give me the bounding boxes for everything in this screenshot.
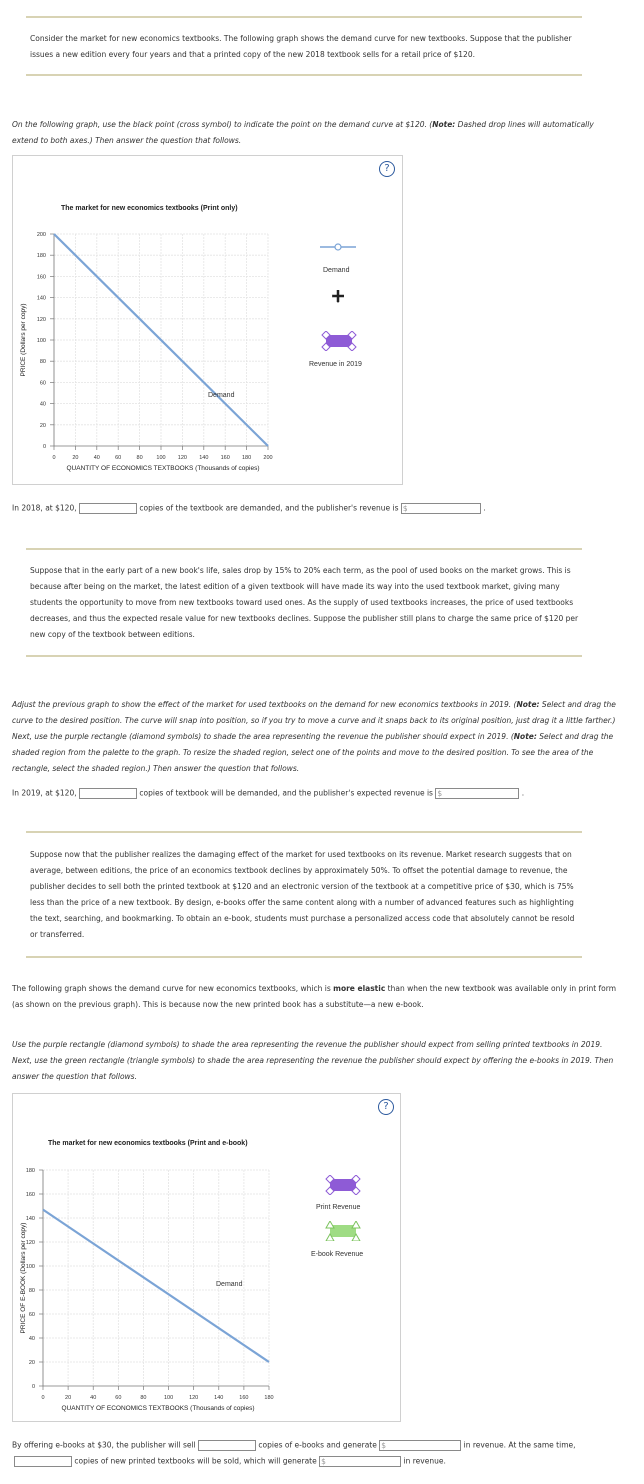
y-tick-label: 180 bbox=[36, 253, 46, 260]
x-tick-label: 200 bbox=[263, 455, 273, 461]
y-tick-label: 160 bbox=[25, 1192, 35, 1198]
x-tick-label: 140 bbox=[214, 1395, 224, 1401]
x-tick-label: 120 bbox=[189, 1395, 199, 1401]
x-tick-label: 180 bbox=[242, 455, 252, 461]
palette-demand-label: Demand bbox=[323, 267, 350, 274]
x-tick-label: 60 bbox=[115, 455, 122, 461]
y-tick-label: 100 bbox=[36, 338, 46, 344]
y-tick-label: 120 bbox=[36, 316, 46, 323]
y-tick-label: 40 bbox=[28, 1336, 35, 1342]
instruction-3: Use the purple rectangle (diamond symbols) to shade the area representing the revenue the publisher should expect from selling printed textbooks in 2019. Next, use the green rectangle (triangle symbols) to shade the area representing the revenue the publisher should expect by offering the e-books in 2019. Then answer the question that follows. bbox=[12, 1040, 614, 1081]
x-tick-label: 20 bbox=[65, 1395, 72, 1401]
divider-para3-top bbox=[26, 831, 582, 833]
instruction-1 bbox=[12, 117, 612, 149]
chart1-title: The market for new economics textbooks (Print only) bbox=[61, 205, 238, 212]
paragraph-2: Suppose that in the early part of a new book's life, sales drop by 15% to 20% each term, as the pool of used books on the market grows. This is because after being on the market, the latest edition of a given textbook will have made its way into the used textbook market, giving many students the opportunity to move from new textbooks toward used ones. As the supply of used textbooks increases, the price of used textbooks decreases, and thus the expected resale value for new textbooks declines. Suppose the publisher still plans to charge the same price of $120 per new copy of the textbook between editions. bbox=[30, 566, 579, 639]
q2-revenue-input[interactable] bbox=[435, 788, 519, 799]
y-tick-label: 80 bbox=[39, 359, 46, 366]
chart2-help-icon[interactable]: ? bbox=[378, 1099, 394, 1115]
q3-dollar-sign-1: $ bbox=[381, 1441, 387, 1450]
y-tick-label: 100 bbox=[25, 1264, 35, 1270]
palette-print-revenue-label: Print Revenue bbox=[316, 1204, 361, 1211]
divider-intro-bottom bbox=[26, 74, 582, 76]
q3-line-2 bbox=[14, 1456, 446, 1467]
q3-line2-suffix: in revenue. bbox=[403, 1456, 446, 1466]
instruction-1-note: Note: bbox=[432, 120, 456, 129]
intro-paragraph: Consider the market for new economics textbooks. The following graph shows the demand curve for new textbooks. Suppose that the publisher issues a new edition every four years and that a printed copy of the new 2018 textbook sells for a retail price of $120. bbox=[30, 34, 572, 59]
q2-quantity-input[interactable] bbox=[79, 788, 137, 799]
y-tick-label: 20 bbox=[39, 422, 46, 429]
palette-ebook-revenue-label: E-book Revenue bbox=[311, 1251, 364, 1258]
q1-dollar-sign: $ bbox=[402, 504, 408, 513]
ebook-revenue-rectangle-icon[interactable] bbox=[325, 1221, 361, 1241]
q3-dollar-sign-2: $ bbox=[321, 1457, 326, 1466]
divider-para2-bottom bbox=[26, 655, 582, 657]
x-axis-label: QUANTITY OF ECONOMICS TEXTBOOKS (Thousands of copies) bbox=[66, 465, 260, 472]
q3-middle: copies of e-books and generate bbox=[258, 1440, 377, 1450]
q2-middle: copies of textbook will be demanded, and the publisher's expected revenue is bbox=[139, 788, 433, 798]
q3-line-1 bbox=[12, 1440, 576, 1451]
divider-para3-bottom bbox=[26, 956, 582, 958]
y-tick-label: 60 bbox=[39, 380, 46, 387]
paragraph-4 bbox=[12, 981, 624, 1013]
y-tick-label: 0 bbox=[31, 1384, 35, 1390]
chart1-panel[interactable] bbox=[12, 155, 403, 485]
chart1-help-icon[interactable]: ? bbox=[379, 161, 395, 177]
divider-para2-top bbox=[26, 548, 582, 550]
instruction-2-note-2: Note: bbox=[513, 732, 537, 741]
q1-quantity-input[interactable] bbox=[79, 503, 137, 514]
instruction-2-note-1: Note: bbox=[516, 700, 540, 709]
x-tick-label: 140 bbox=[199, 455, 209, 461]
q1-middle: copies of the textbook are demanded, and the publisher's revenue is bbox=[139, 503, 399, 513]
x-tick-label: 80 bbox=[136, 455, 143, 461]
y-tick-label: 140 bbox=[36, 295, 46, 302]
instruction-1-text-a: On the following graph, use the black point (cross symbol) to indicate the point on the demand curve at $120. ( bbox=[12, 120, 433, 129]
chart2-panel[interactable] bbox=[12, 1093, 401, 1422]
y-tick-label: 0 bbox=[42, 444, 46, 450]
y-tick-label: 160 bbox=[36, 274, 46, 281]
x-tick-label: 0 bbox=[41, 1395, 45, 1401]
x-tick-label: 40 bbox=[93, 455, 100, 461]
q3-print-revenue-input[interactable] bbox=[319, 1456, 401, 1467]
y-axis-label: PRICE OF E-BOOK (Dollars per copy) bbox=[20, 1222, 27, 1334]
chart2-title: The market for new economics textbooks (Print and e-book) bbox=[48, 1140, 248, 1147]
x-tick-label: 180 bbox=[264, 1395, 274, 1401]
x-tick-label: 160 bbox=[220, 455, 230, 461]
palette-revenue-label: Revenue in 2019 bbox=[309, 361, 362, 368]
y-tick-label: 180 bbox=[25, 1168, 35, 1174]
instruction-2-text-b: Select and drag the curve to the desired position. The curve will snap into position, so if you try to move a curve and it snaps back to its original position, just drag it a little farther.) Next, use the purple rectangle (diamond symbols) to shade the area representing the revenue the publisher should expect in 2019. ( bbox=[12, 700, 616, 741]
y-tick-label: 20 bbox=[28, 1360, 35, 1366]
demand-tool-icon[interactable] bbox=[318, 242, 358, 252]
revenue-rectangle-icon[interactable] bbox=[321, 331, 357, 351]
q2-prefix: In 2019, at $120, bbox=[12, 788, 77, 798]
instruction-2-text-a: Adjust the previous graph to show the effect of the market for used textbooks on the demand for new economics textbooks in 2019. ( bbox=[12, 700, 517, 709]
paragraph-4-text-b: than when the new textbook was available only in print form (as shown on the previous graph). This is because now the new printed book has a substitute—a new e-book. bbox=[12, 984, 617, 1009]
q2-dollar-sign: $ bbox=[437, 789, 443, 798]
q3-suffix: in revenue. At the same time, bbox=[463, 1440, 576, 1450]
q3-line2-middle: copies of new printed textbooks will be sold, which will generate bbox=[74, 1456, 317, 1466]
y-tick-label: 80 bbox=[28, 1288, 35, 1294]
y-axis-label: PRICE (Dollars per copy) bbox=[20, 303, 27, 377]
cross-point-icon[interactable] bbox=[329, 288, 347, 304]
q3-ebook-quantity-input[interactable] bbox=[198, 1440, 256, 1451]
instruction-2 bbox=[12, 697, 624, 777]
print-revenue-rectangle-icon[interactable] bbox=[325, 1175, 361, 1195]
q1-suffix: . bbox=[483, 503, 486, 513]
paragraph-4-text-a: The following graph shows the demand curve for new economics textbooks, which is bbox=[12, 984, 334, 993]
q3-prefix: By offering e-books at $30, the publisher will sell bbox=[12, 1440, 196, 1450]
demand-curve-label: Demand bbox=[216, 1281, 243, 1288]
y-tick-label: 60 bbox=[28, 1312, 35, 1318]
q3-print-quantity-input[interactable] bbox=[14, 1456, 72, 1467]
y-tick-label: 120 bbox=[25, 1240, 35, 1246]
x-tick-label: 0 bbox=[52, 455, 56, 461]
y-tick-label: 140 bbox=[25, 1216, 35, 1222]
demand-curve-label: Demand bbox=[208, 392, 235, 399]
x-axis-label: QUANTITY OF ECONOMICS TEXTBOOKS (Thousands of copies) bbox=[61, 1405, 255, 1412]
x-tick-label: 20 bbox=[72, 455, 79, 461]
chart1-svg[interactable] bbox=[13, 156, 402, 484]
y-tick-label: 200 bbox=[36, 232, 46, 238]
q1-revenue-input[interactable] bbox=[401, 503, 481, 514]
x-tick-label: 100 bbox=[156, 455, 166, 461]
x-tick-label: 120 bbox=[177, 455, 187, 461]
q1-line bbox=[12, 503, 486, 514]
q2-line bbox=[12, 788, 524, 799]
y-tick-label: 40 bbox=[39, 401, 46, 408]
paragraph-3: Suppose now that the publisher realizes the damaging effect of the market for used textbooks on its revenue. Market research suggests that on average, between editions, the price of an economics textbook declines by approximately 50%. To offset the potential damage to revenue, the publisher decides to sell both the printed textbook at $120 and an electronic version of the textbook at a competitive price of $30, which is 75% less than the price of a new textbook. By design, e-books offer the same content along with a number of advanced features such as highlighting the text, searching, and bookmarking. To obtain an e-book, students must purchase a personalized access code that absolutely cannot be resold or transferred. bbox=[30, 850, 575, 939]
x-tick-label: 160 bbox=[239, 1395, 249, 1401]
instruction-2-text-c: Select and drag the shaded region from the palette to the graph. To resize the shaded region, select one of the points and move to the desired position. To see the area of the rectangle, select the shaded region.) Then answer the question that follows. bbox=[12, 732, 614, 773]
x-tick-label: 60 bbox=[115, 1395, 122, 1401]
x-tick-label: 40 bbox=[90, 1395, 97, 1401]
x-tick-label: 100 bbox=[163, 1395, 174, 1401]
q1-prefix: In 2018, at $120, bbox=[12, 503, 77, 513]
q3-ebook-revenue-input[interactable] bbox=[379, 1440, 461, 1451]
divider-top bbox=[26, 16, 582, 18]
q2-suffix: . bbox=[521, 788, 525, 798]
paragraph-4-bold: more elastic bbox=[333, 984, 386, 993]
instruction-1-text-b: Dashed drop lines will automatically extend to both axes.) Then answer the question that follows. bbox=[12, 120, 594, 145]
x-tick-label: 80 bbox=[140, 1395, 147, 1401]
